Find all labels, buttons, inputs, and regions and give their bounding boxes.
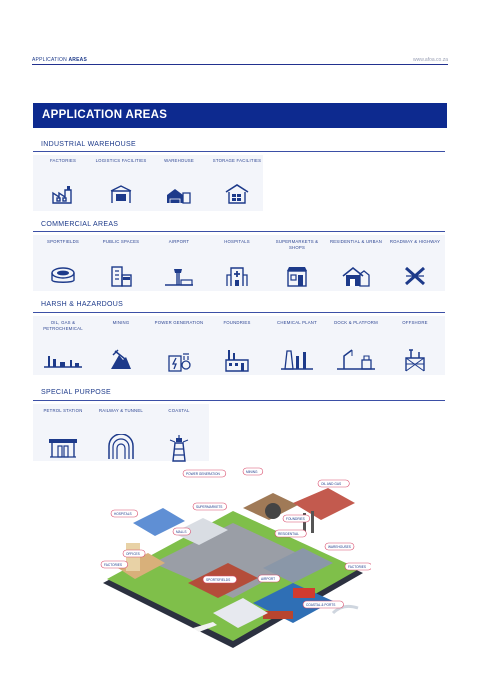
dock-icon (336, 348, 376, 370)
item-dock (327, 320, 385, 370)
storage-icon (225, 184, 249, 204)
item-offshore (386, 320, 444, 372)
title-banner (33, 103, 447, 128)
item-label: COASTAL (168, 408, 190, 413)
section-title-industrial: INDUSTRIAL WAREHOUSE (41, 141, 136, 148)
section-rule (33, 231, 445, 232)
house-icon (342, 265, 370, 287)
running-header (32, 57, 87, 63)
scene-callout (325, 543, 354, 550)
item-supermarkets (268, 239, 326, 287)
item-mining (92, 320, 150, 370)
scene-callout (345, 563, 371, 570)
scene-callout (243, 468, 263, 475)
item-label: FOUNDRIES (223, 320, 251, 325)
item-label: HOSPITALS (224, 239, 250, 244)
item-label: POWER GENERATION (154, 320, 204, 325)
scene-callout (173, 528, 191, 535)
scene-callout-label: AIRPORT (261, 577, 276, 581)
item-label: CHEMICAL PLANT (277, 320, 317, 325)
mining-icon (109, 348, 133, 370)
section-rule (33, 151, 445, 152)
scene-callout (283, 515, 310, 522)
item-logistics (92, 158, 150, 204)
item-oil-gas (34, 320, 92, 368)
shop-icon (285, 265, 309, 287)
item-label: AIRPORT (168, 239, 190, 244)
scene-callout (303, 601, 344, 608)
item-airport (150, 239, 208, 287)
foundry-icon (224, 348, 250, 372)
header-bold: AREAS (68, 57, 87, 63)
section-rule (33, 312, 445, 313)
scene-callout-label: FOUNDRIES (286, 517, 305, 521)
scene-callout-label: RESIDENTIAL (278, 532, 299, 536)
scene-callout-label: SPORTSFIELDS (206, 578, 231, 582)
section-title-commercial: COMMERCIAL AREAS (41, 221, 119, 228)
item-label: ROADWAY & HIGHWAY (389, 239, 441, 244)
scene-callout-label: FACTORIES (104, 563, 123, 567)
item-warehouse (150, 158, 208, 204)
item-label: RAILWAY & TUNNEL (98, 408, 144, 413)
item-label: PUBLIC SPACES (102, 239, 140, 244)
item-label: DOCK & PLATFORM (334, 320, 378, 325)
truck-icon (109, 184, 133, 204)
item-power (150, 320, 208, 372)
item-label: SPORTFIELDS (47, 239, 79, 244)
tunnel-icon (107, 434, 135, 460)
scene-callout-label: HOSPITALS (114, 512, 132, 516)
item-residential (327, 239, 385, 287)
scene-callout (123, 550, 145, 557)
item-factories (34, 158, 92, 204)
chemical-icon (280, 348, 314, 370)
section-title-special: SPECIAL PURPOSE (41, 389, 111, 396)
header-url[interactable]: www.afoa.co.za (412, 57, 448, 63)
scene-callout (318, 480, 349, 487)
header-rule (32, 64, 448, 65)
road-icon (403, 265, 427, 287)
item-foundries (208, 320, 266, 372)
item-sportfields (34, 239, 92, 285)
item-label: WAREHOUSE (164, 158, 194, 163)
scene-callout-label: OIL AND GAS (321, 482, 342, 486)
item-label: STORAGE FACILITIES (212, 158, 262, 163)
scene-callout (111, 510, 138, 517)
scene-callout-label: MINING (246, 470, 258, 474)
item-storage (208, 158, 266, 204)
scene-callout (203, 576, 237, 583)
item-chemical (268, 320, 326, 370)
scene-callout-label: OFFICES (126, 552, 140, 556)
item-railway (92, 408, 150, 460)
item-label: LOGISTICS FACILITIES (95, 158, 147, 163)
scene-callout (101, 561, 128, 568)
power-icon (166, 348, 192, 372)
warehouse-icon (166, 184, 192, 204)
scene-callout (193, 503, 227, 510)
scene-callout-label: WAREHOUSES (328, 545, 351, 549)
scene-callout-label: POWER GENERATION (186, 472, 220, 476)
section-rule (33, 400, 445, 401)
page-title: APPLICATION AREAS (42, 109, 168, 121)
scene-callout-label: COASTAL & PORTS (306, 603, 336, 607)
item-roadway (386, 239, 444, 287)
lighthouse-icon (166, 434, 192, 462)
mall-icon (109, 265, 133, 287)
petrol-icon (48, 434, 78, 458)
item-label: MINING (112, 320, 130, 325)
item-public-spaces (92, 239, 150, 287)
scene-callout (258, 575, 280, 582)
item-label: PETROL STATION (43, 408, 83, 413)
header-prefix: APPLICATION (32, 57, 69, 63)
item-label: OIL, GAS & PETROCHEMICAL (43, 320, 83, 331)
scene-callout-label: SUPERMARKETS (196, 505, 223, 509)
section-title-harsh: HARSH & HAZARDOUS (41, 301, 124, 308)
item-label: OFFSHORE (402, 320, 428, 325)
airport-icon (164, 265, 194, 287)
item-petrol (34, 408, 92, 458)
item-coastal (150, 408, 208, 462)
item-label: SUPERMARKETS & SHOPS (275, 239, 319, 250)
scene-callout (275, 530, 306, 537)
offshore-icon (402, 348, 428, 372)
scene-callout (183, 470, 226, 477)
item-label: FACTORIES (49, 158, 77, 163)
scene-callout-label: MALLS (176, 530, 187, 534)
factory-icon (51, 184, 75, 204)
stadium-icon (50, 265, 76, 285)
application-areas-illustration (93, 463, 371, 653)
hospital-icon (225, 265, 249, 287)
scene-callout-label: FACTORIES (348, 565, 367, 569)
item-hospitals (208, 239, 266, 287)
refinery-icon (43, 348, 83, 368)
item-label: RESIDENTIAL & URBAN (329, 239, 383, 244)
